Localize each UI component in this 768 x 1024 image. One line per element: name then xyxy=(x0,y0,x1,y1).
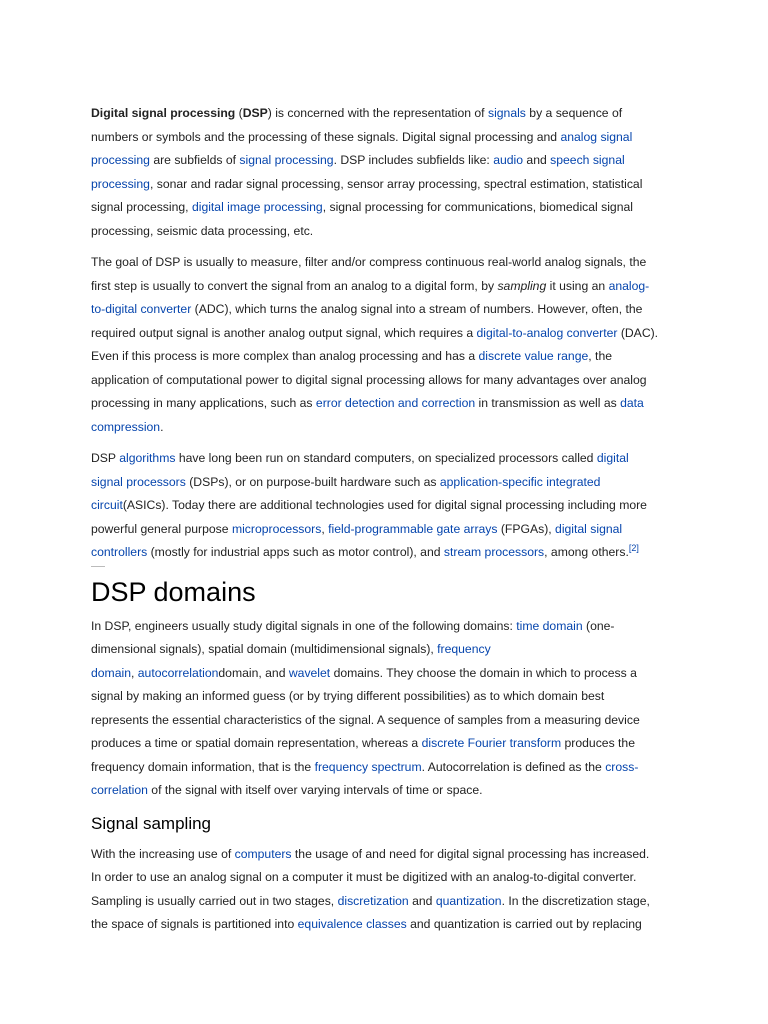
paragraph-intro xyxy=(91,102,681,243)
link-stream-processors[interactable]: stream processors xyxy=(443,545,545,559)
text: . DSP includes subfields like: xyxy=(333,153,494,167)
abbr-dsp-bold: DSP xyxy=(242,106,268,120)
text: . xyxy=(160,419,164,434)
link-signal-processing[interactable]: signal processing xyxy=(239,153,334,167)
text: . Autocorrelation is defined as the xyxy=(421,759,606,774)
link-signals[interactable]: signals xyxy=(487,106,526,120)
link-quantization[interactable]: quantization xyxy=(435,893,502,908)
text: the usage of and need for digital signal processing has increased. In order to use an analog signal on a computer it must be digitized with an analog-to-digital converter. Sampling is usually carried out in two stages, xyxy=(91,846,650,908)
heading-dsp-domains: DSP domains xyxy=(91,575,681,609)
link-analog-to-digital-converter[interactable]: analog- to-digital converter xyxy=(91,278,650,316)
link-digital-image-processing[interactable]: digital image processing xyxy=(191,200,323,214)
text: produces the frequency domain information, that is the xyxy=(91,736,635,774)
link-discretization[interactable]: discretization xyxy=(337,893,409,908)
text: , sonar and radar signal processing, sensor array processing, spectral estimation, statistical signal processing, xyxy=(91,176,643,214)
text: (ASICs). Today there are additional technologies used for digital signal processing including more powerful general purpose xyxy=(91,498,647,536)
text: are subfields of xyxy=(149,153,240,167)
term-sampling-italic: sampling xyxy=(497,278,547,293)
text: by a sequence of numbers or symbols and the processing of these signals. Digital signal processing and xyxy=(91,106,623,144)
link-algorithms[interactable]: algorithms xyxy=(119,451,176,465)
text: (DSPs), or on purpose-built hardware such as xyxy=(185,474,440,489)
reference-link[interactable]: [2] xyxy=(628,542,639,553)
paragraph-goal xyxy=(91,251,681,439)
link-error-detection-and-correction[interactable]: error detection and correction xyxy=(315,396,476,410)
text: ) is concerned with the representation of xyxy=(267,106,488,120)
text: of the signal with itself over varying intervals of time or space. xyxy=(147,783,483,797)
text: (mostly for industrial apps such as motor control), and xyxy=(147,545,444,559)
link-time-domain[interactable]: time domain xyxy=(516,618,583,633)
text: In DSP, engineers usually study digital signals in one of the following domains: xyxy=(91,618,517,633)
link-discrete-value-range[interactable]: discrete value range xyxy=(478,349,589,363)
text: and xyxy=(408,893,436,908)
text: , signal processing for communications, biomedical signal processing, seismic data processing, etc. xyxy=(91,200,633,238)
text: have long been run on standard computers, on specialized processors called xyxy=(175,451,597,465)
text: (DAC). Even if this process is more complex than analog processing and has a xyxy=(91,325,659,363)
text: , the application of computational power to digital signal processing allows for many advantages over analog processing in many applications, such as xyxy=(91,349,647,410)
link-frequency-spectrum[interactable]: frequency spectrum xyxy=(314,759,422,774)
text: . In the discretization stage, the space of signals is partitioned into xyxy=(91,893,650,931)
link-wavelet[interactable]: wavelet xyxy=(288,665,331,680)
text: domain, and xyxy=(218,665,289,680)
text: (FPGAs), xyxy=(497,521,556,536)
text: The goal of DSP is usually to measure, filter and/or compress continuous real-world analog signals, the first step is usually to convert the signal from an analog to a digital form, by xyxy=(91,255,647,293)
link-application-specific-integrated-circuit[interactable]: application-specific integrated circuit xyxy=(91,474,601,512)
link-digital-signal-controllers[interactable]: digital signal controllers xyxy=(91,521,623,559)
link-analog-signal-processing[interactable]: analog signal processing xyxy=(91,129,633,167)
link-microprocessors[interactable]: microprocessors xyxy=(231,521,322,536)
text: , among others. xyxy=(544,545,629,559)
article-body xyxy=(91,102,681,945)
link-equivalence-classes[interactable]: equivalence classes xyxy=(297,917,407,931)
link-cross-correlation[interactable]: cross- correlation xyxy=(91,759,639,797)
text: , xyxy=(321,521,329,536)
text: domains. They choose the domain in which to process a signal by making an informed guess (or by trying different possibilities) as to which domain best represents the essential characteristics of the signal. A sequence of samples from a measuring device produces a time or spatial domain representation, whereas a xyxy=(91,665,640,750)
link-autocorrelation[interactable]: autocorrelation xyxy=(137,665,219,680)
link-computers[interactable]: computers xyxy=(234,846,292,861)
text: and xyxy=(523,153,551,167)
link-frequency-domain[interactable]: frequency domain xyxy=(91,642,491,680)
link-digital-signal-processors[interactable]: digital signal processors xyxy=(91,451,629,489)
text: With the increasing use of xyxy=(91,846,235,861)
text: in transmission as well as xyxy=(475,396,621,410)
term-dsp-bold: Digital signal processing xyxy=(91,106,236,120)
paragraph-domains xyxy=(91,615,681,803)
text: (ADC), which turns the analog signal into a stream of numbers. However, often, the required output signal is another analog output signal, which requires a xyxy=(91,302,643,340)
heading-signal-sampling: Signal sampling xyxy=(91,813,212,833)
link-speech-signal-processing[interactable]: speech signal processing xyxy=(91,153,625,191)
link-digital-to-analog-converter[interactable]: digital-to-analog converter xyxy=(476,325,618,340)
link-discrete-fourier-transform[interactable]: discrete Fourier transform xyxy=(421,736,562,750)
text: it using an xyxy=(546,278,609,293)
text: and quantization is carried out by replacing xyxy=(406,917,642,931)
text: (one- dimensional signals), spatial domain (multidimensional signals), xyxy=(91,618,615,656)
text: , xyxy=(130,665,138,680)
text: ( xyxy=(235,106,243,120)
text: DSP xyxy=(91,451,120,465)
link-field-programmable-gate-arrays[interactable]: field-programmable gate arrays xyxy=(328,521,498,536)
paragraph-sampling xyxy=(91,843,681,937)
paragraph-hardware xyxy=(91,447,681,565)
link-data-compression[interactable]: data compression xyxy=(91,396,644,434)
link-audio[interactable]: audio xyxy=(493,153,524,167)
